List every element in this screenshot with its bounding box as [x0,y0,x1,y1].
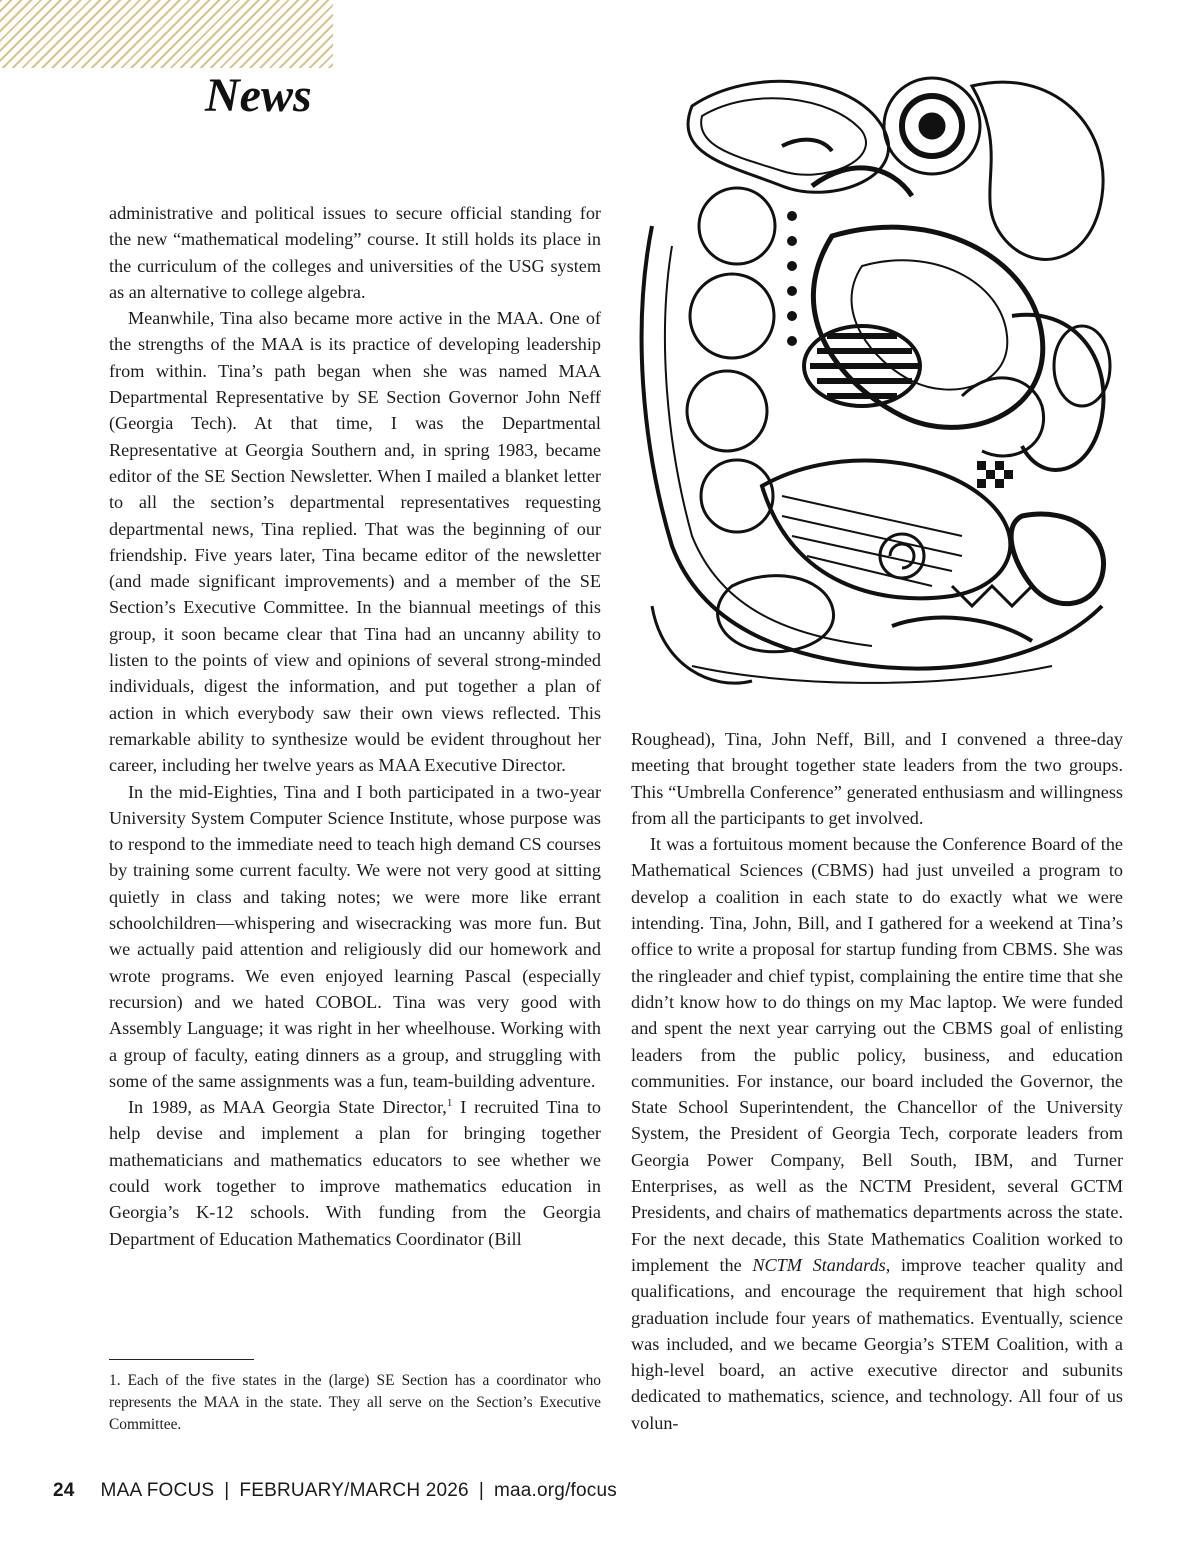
paragraph-text: I recruited Tina to help devise and implement a plan for bringing together mathematicians and mathematics educators to see whether we could work together to improve mathematics education in Georgia’s K-12 schools. With funding from the Georgia Department of Education Mathematics Coordinator (Bill [109,1097,601,1249]
article-column-right [631,726,1123,1436]
paragraph: Roughead), Tina, John Neff, Bill, and I convened a three-day meeting that brought together state leaders from the two groups. This “Umbrella Conference” generated enthusiasm and willingness from all the participants to get involved. [631,729,1123,828]
paragraph [109,1094,601,1252]
footer-separator: | [478,1480,484,1501]
decorative-hatch-band [0,0,333,68]
paragraph-text: , improve teacher quality and qualifications, and encourage the requirement that high school graduation include four years of mathematics. Eventually, science was included, and we became Georgia’s STEM Coalition, with a high-level board, an active executive director and subunits dedicated to mathematics, science, and technology. All four of us volun- [631,1254,1123,1433]
paragraph: administrative and political issues to secure official standing for the new “mathematical modeling” course. It still holds its place in the curriculum of the colleges and universities of the USG system as an alternative to college algebra. [109,203,601,302]
footnote: 1. Each of the five states in the (large) SE Section has a coordinator who represents the MAA in the state. They all serve on the Section’s Executive Committee. [109,1372,601,1433]
article-column-left [109,200,601,1252]
paragraph [631,831,1123,1436]
paragraph: Meanwhile, Tina also became more active in the MAA. One of the strengths of the MAA is its practice of developing leadership from within. Tina’s path began when she was named MAA Departmental Representative by SE Section Governor John Neff (Georgia Tech). At that time, I was the Departmental Representative at Georgia Southern and, in spring 1983, became editor of the SE Section Newsletter. When I mailed a blanket letter to all the section’s departmental representatives requesting departmental news, Tina replied. That was the beginning of our friendship. Five years later, Tina became editor of the newsletter (and made significant improvements) and a member of the SE Section’s Executive Committee. In the biannual meetings of this group, it soon became clear that Tina had an uncanny ability to listen to the points of view and opinions of several strong-minded individuals, digest the information, and put together a plan of action in which everybody saw their own views reflected. This remarkable ability to synthesize would be evident throughout her career, including her twelve years as MAA Executive Director. [109,308,601,776]
footer-url[interactable]: maa.org/focus [493,1480,617,1501]
footer-separator: | [224,1480,230,1501]
abstract-ink-doodle-artwork-icon [632,66,1124,694]
publication-title: NCTM Standards [752,1254,886,1275]
page-footer [53,1480,617,1502]
paragraph-text: In 1989, as MAA Georgia State Director, [128,1097,447,1118]
section-title: News [205,69,312,122]
paragraph: In the mid-Eighties, Tina and I both participated in a two-year University System Computer Science Institute, whose purpose was to respond to the immediate need to teach high demand CS courses by training some current faculty. We were not very good at sitting quietly in class and taking notes; we were more like errant schoolchildren—whispering and wisecracking was more fun. But we actually paid attention and religiously did our homework and wrote programs. We even enjoyed learning Pascal (especially recursion) and we hated COBOL. Tina was very good with Assembly Language; it was right in her wheelhouse. Working with a group of faculty, eating dinners as a group, and struggling with some of the same assignments was a fun, team-building adventure. [109,781,601,1091]
issue-date: FEBRUARY/MARCH 2026 [239,1480,469,1501]
footnote-divider [109,1359,254,1360]
footnote-reference[interactable]: 1 [446,1097,453,1110]
paragraph-text: It was a fortuitous moment because the Conference Board of the Mathematical Sciences (CBMS) had just unveiled a program to develop a coalition in each state to do exactly what we were intending. Tina, John, Bill, and I gathered for a weekend at Tina’s office to write a proposal for startup funding from CBMS. She was the ringleader and chief typist, complaining the entire time that she didn’t know how to do things on my Mac laptop. We were funded and spent the next year carrying out the CBMS goal of enlisting leaders from the public policy, business, and education communities. For instance, our board included the Governor, the State School Superintendent, the Chancellor of the University System, the President of Georgia Tech, corporate leaders from Georgia Power Company, Bell South, IBM, and Turner Enterprises, as well as the NCTM President, several GCTM Presidents, and chairs of mathematics departments across the state. For the next decade, this State Mathematics Coalition worked to implement the [631,834,1123,1275]
publication-name: MAA FOCUS [100,1480,215,1501]
page-number: 24 [53,1480,75,1501]
